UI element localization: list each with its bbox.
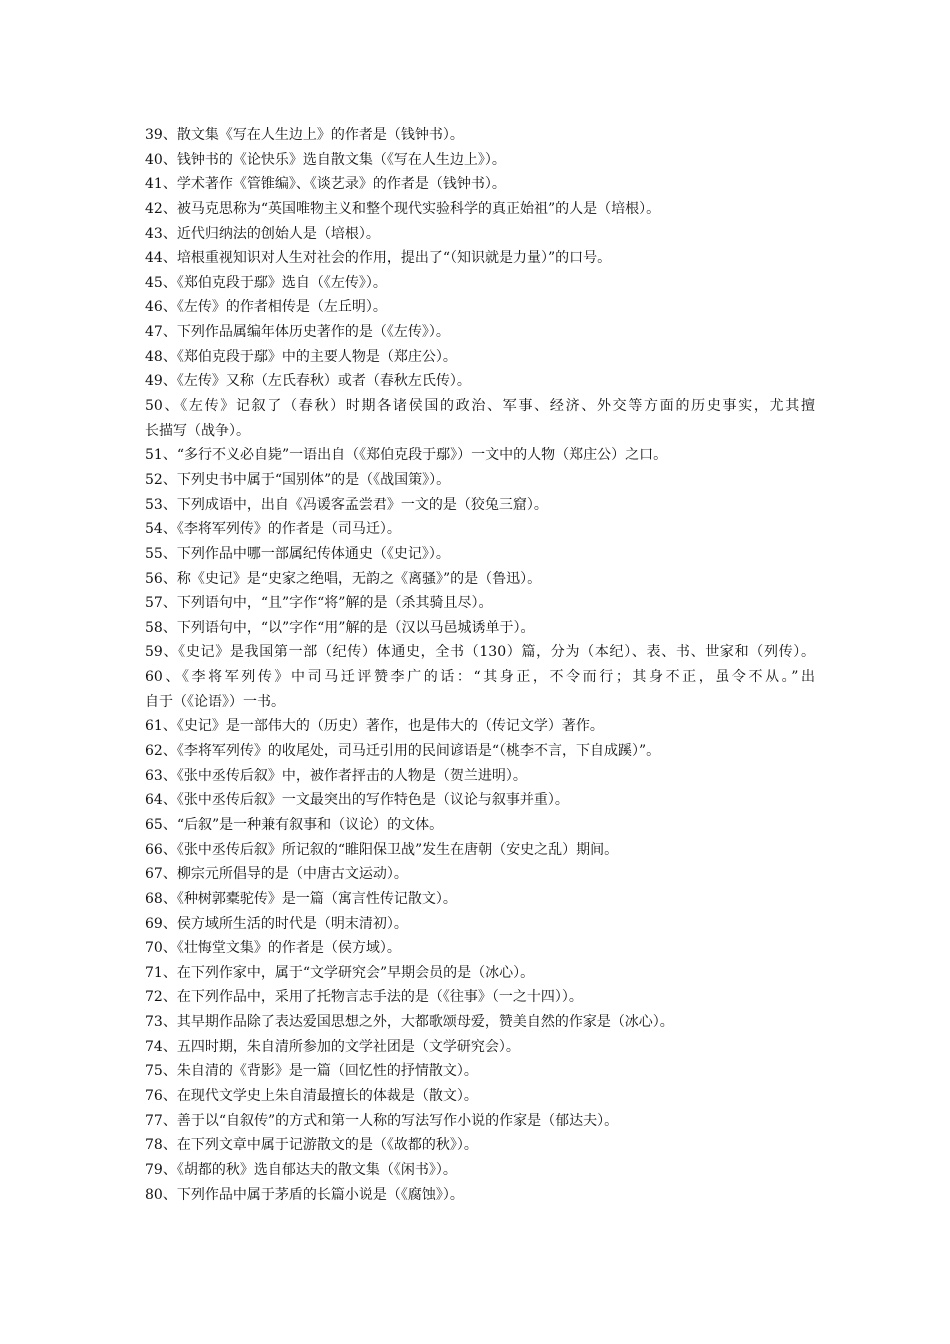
text-line-54: 54、《李将军列传》的作者是（司马迁）。 xyxy=(145,521,401,538)
text-line-74: 74、五四时期，朱自清所参加的文学社团是（文学研究会）。 xyxy=(145,1038,520,1055)
text-line-52: 52、下列史书中属于“国别体”的是（《战国策》）。 xyxy=(145,471,451,488)
text-line-59: 59、《史记》是我国第一部（纪传）体通史，全书（130）篇，分为（本纪）、表、书、世家和（列传）。 xyxy=(145,644,815,661)
text-line-70: 70、《壮悔堂文集》的作者是（侯方域）。 xyxy=(145,940,401,957)
text-line-41: 41、学术著作《管锥编》、《谈艺录》的作者是（钱钟书）。 xyxy=(145,176,506,193)
text-line-50: 50、《左传》记叙了（春秋）时期各诸侯国的政治、军事、经济、外交等方面的历史事实，尤其擅 xyxy=(145,398,815,415)
text-line-72: 72、在下列作品中，采用了托物言志手法的是（《往事》（一之十四））。 xyxy=(145,989,583,1006)
text-line-60-continued: 自于（《论语》）一书。 xyxy=(145,693,285,710)
text-line-66: 66、《张中丞传后叙》所记叙的“睢阳保卫战”发生在唐朝（安史之乱）期间。 xyxy=(145,841,619,858)
text-line-48: 48、《郑伯克段于鄢》中的主要人物是（郑庄公）。 xyxy=(145,348,457,365)
text-line-75: 75、朱自清的《背影》是一篇（回忆性的抒情散文）。 xyxy=(145,1063,478,1080)
text-line-76: 76、在现代文学史上朱自清最擅长的体裁是（散文）。 xyxy=(145,1087,478,1104)
text-line-78: 78、在下列文章中属于记游散文的是（《故都的秋》）。 xyxy=(145,1137,478,1154)
text-line-80: 80、下列作品中属于茅盾的长篇小说是（《腐蚀》）。 xyxy=(145,1186,464,1203)
text-line-46: 46、《左传》的作者相传是（左丘明）。 xyxy=(145,299,387,316)
text-line-47: 47、下列作品属编年体历史著作的是（《左传》）。 xyxy=(145,324,450,341)
document-page xyxy=(145,123,815,1207)
text-line-68: 68、《种树郭橐驼传》是一篇（寓言性传记散文）。 xyxy=(145,890,457,907)
text-line-71: 71、在下列作家中，属于“文学研究会”早期会员的是（冰心）。 xyxy=(145,964,535,981)
text-line-79: 79、《胡都的秋》选自郁达夫的散文集（《闲书》）。 xyxy=(145,1161,457,1178)
text-line-60: 60、《李将军列传》中司马迁评赞李广的话：“其身正，不令而行；其身不正，虽令不从。”出 xyxy=(145,669,815,686)
text-line-43: 43、近代归纳法的创始人是（培根）。 xyxy=(145,225,380,242)
text-line-39: 39、散文集《写在人生边上》的作者是（钱钟书）。 xyxy=(145,127,464,143)
text-line-64: 64、《张中丞传后叙》一文最突出的写作特色是（议论与叙事并重）。 xyxy=(145,792,569,809)
text-line-69: 69、侯方域所生活的时代是（明末清初）。 xyxy=(145,915,408,932)
text-line-40: 40、钱钟书的《论快乐》选自散文集（《写在人生边上》）。 xyxy=(145,151,506,168)
text-line-61: 61、《史记》是一部伟大的（历史）著作，也是伟大的（传记文学）著作。 xyxy=(145,718,604,735)
text-line-67: 67、柳宗元所倡导的是（中唐古文运动）。 xyxy=(145,866,408,883)
text-line-62: 62、《李将军列传》的收尾处，司马迁引用的民间谚语是“（桃李不言，下自成蹊）”。 xyxy=(145,743,661,760)
text-line-56: 56、称《史记》是“史家之绝唱，无韵之《离骚》”的是（鲁迅）。 xyxy=(145,570,542,587)
text-line-51: 51、“多行不义必自毙”一语出自（《郑伯克段于鄢》）一文中的人物（郑庄公）之口。 xyxy=(145,447,668,464)
text-line-50-continued: 长描写（战争）。 xyxy=(145,422,250,439)
text-line-73: 73、其早期作品除了表达爱国思想之外，大都歌颂母爱，赞美自然的作家是（冰心）。 xyxy=(145,1014,674,1031)
text-line-55: 55、下列作品中哪一部属纪传体通史（《史记》）。 xyxy=(145,545,450,562)
text-line-63: 63、《张中丞传后叙》中，被作者抨击的人物是（贺兰进明）。 xyxy=(145,767,527,784)
text-line-53: 53、下列成语中，出自《冯谖客孟尝君》一文的是（狡兔三窟）。 xyxy=(145,496,548,513)
text-line-42: 42、被马克思称为“英国唯物主义和整个现代实验科学的真正始祖”的人是（培根）。 xyxy=(145,200,661,217)
text-line-45: 45、《郑伯克段于鄢》选自（《左传》）。 xyxy=(145,274,387,291)
text-line-65: 65、“后叙”是一种兼有叙事和（议论）的文体。 xyxy=(145,816,444,833)
text-line-49: 49、《左传》又称（左氏春秋）或者（春秋左氏传）。 xyxy=(145,373,471,390)
text-line-44: 44、培根重视知识对人生对社会的作用，提出了“（知识就是力量）”的口号。 xyxy=(145,250,612,267)
text-line-77: 77、善于以“自叙传”的方式和第一人称的写法写作小说的作家是（郁达夫）。 xyxy=(145,1112,619,1129)
text-line-57: 57、下列语句中，“且”字作“将”解的是（杀其骑且尽）。 xyxy=(145,595,493,612)
text-line-58: 58、下列语句中，“以”字作“用”解的是（汉以马邑城诱单于）。 xyxy=(145,619,535,636)
